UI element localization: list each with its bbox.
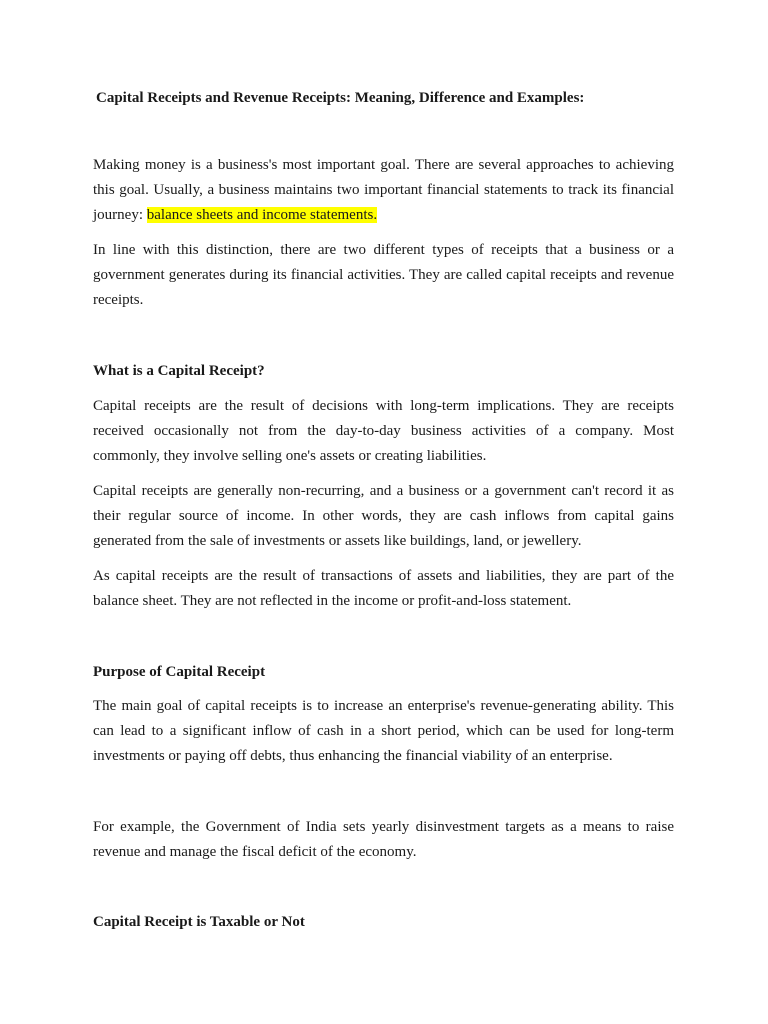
- purpose-paragraph-1: The main goal of capital receipts is to increase an enterprise's revenue-generating ability. This can lead to a significant inflow of cash in a short period, which can be used for long-term investments or paying off debts, thus enhancing the financial viability of an enterprise.: [93, 698, 674, 764]
- purpose-paragraph-2: For example, the Government of India sets yearly disinvestment targets as a means to raise revenue and manage the fiscal deficit of the economy.: [93, 819, 674, 860]
- capital-receipt-paragraph-2: Capital receipts are generally non-recurring, and a business or a government can't record it as their regular source of income. In other words, they are cash inflows from capital gains generated from the sale of investments or assets like buildings, land, or jewellery.: [93, 483, 674, 549]
- intro-paragraph-1: [93, 153, 674, 228]
- page-title: Capital Receipts and Revenue Receipts: Meaning, Difference and Examples:: [96, 90, 585, 106]
- intro-paragraph-1-text: Making money is a business's most important goal. There are several approaches to achieving this goal. Usually, a business maintains two important financial statements to track its financial journey:: [93, 157, 674, 223]
- section-heading-capital-receipt: What is a Capital Receipt?: [93, 363, 265, 379]
- section-heading-taxable: Capital Receipt is Taxable or Not: [93, 914, 305, 930]
- highlighted-text: balance sheets and income statements.: [146, 207, 378, 223]
- intro-paragraph-2: In line with this distinction, there are two different types of receipts that a business or a government generates during its financial activities. They are called capital receipts and revenue receipts.: [93, 242, 674, 308]
- capital-receipt-paragraph-3: As capital receipts are the result of transactions of assets and liabilities, they are part of the balance sheet. They are not reflected in the income or profit-and-loss statement.: [93, 568, 674, 609]
- section-heading-purpose: Purpose of Capital Receipt: [93, 664, 266, 680]
- capital-receipt-paragraph-1: Capital receipts are the result of decisions with long-term implications. They are receipts received occasionally not from the day-to-day business activities of a company. Most commonly, they involve selling one's assets or creating liabilities.: [93, 398, 674, 464]
